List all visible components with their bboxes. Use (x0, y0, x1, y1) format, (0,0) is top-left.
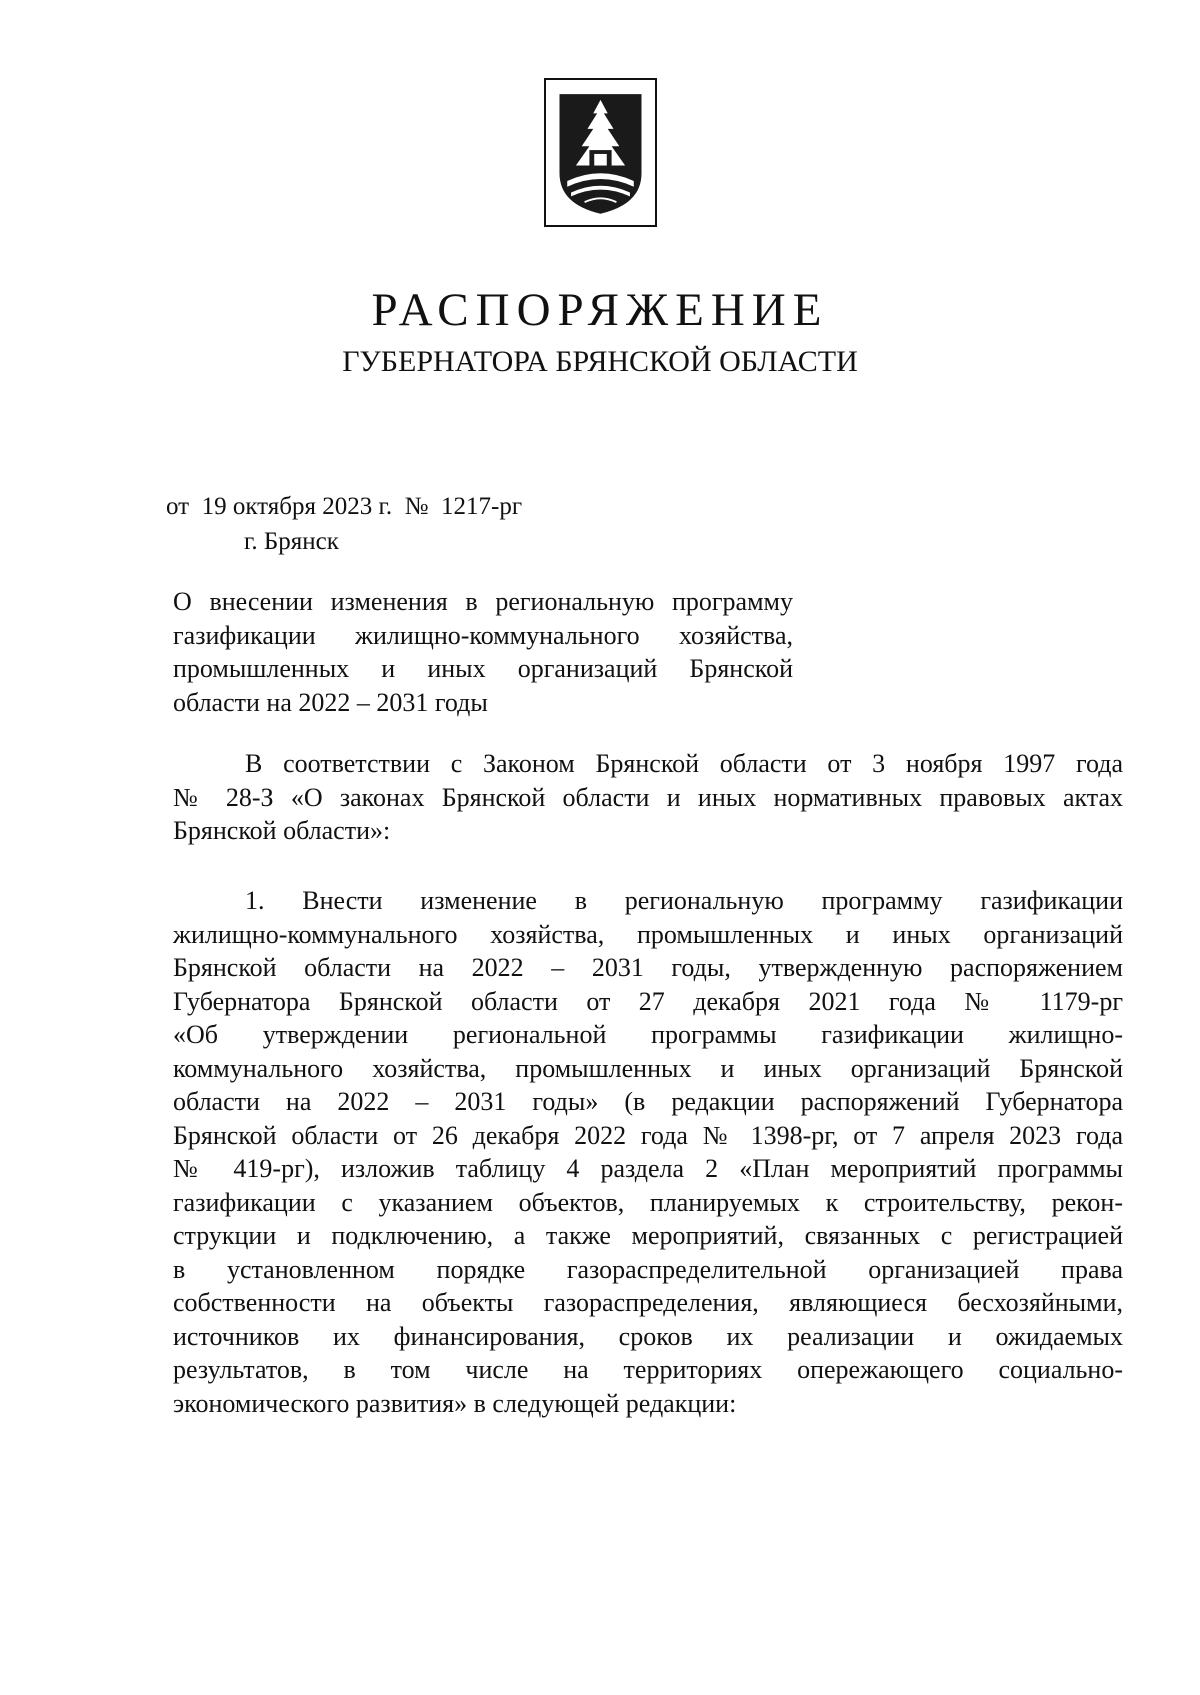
clause-line: в установленном порядке газораспределительной организацией права (173, 1254, 1123, 1284)
document-city: г. Брянск (244, 528, 339, 555)
coat-of-arms-icon (546, 80, 655, 225)
coat-of-arms-emblem (544, 78, 657, 227)
clause-line: Брянской области от 26 декабря 2022 года № 1398-рг, от 7 апреля 2023 года (173, 1120, 1123, 1150)
clause-line: Брянской области на 2022 – 2031 годы, утвержденную распоряжением (173, 953, 1123, 982)
document-title: РАСПОРЯЖЕНИЕ (371, 284, 829, 336)
clause-line: собственности на объекты газораспределения, являющиеся бесхозяйными, (173, 1288, 1123, 1317)
document-clause-1 (173, 884, 1123, 1420)
subject-line: промышленных и иных организаций Брянской (173, 654, 793, 683)
subject-line: области на 2022 – 2031 годы (173, 687, 488, 717)
clause-line: области на 2022 – 2031 годы» (в редакции распоряжений Губернатора (173, 1087, 1123, 1116)
preamble-line: В соответствии с Законом Брянской области от 3 ноября 1997 года (245, 749, 1123, 778)
preamble-line: № 28-З «О законах Брянской области и иных нормативных правовых актах (173, 782, 1123, 812)
document-subtitle: ГУБЕРНАТОРА БРЯНСКОЙ ОБЛАСТИ (342, 345, 858, 378)
subject-line: О внесении изменения в региональную программу (173, 587, 793, 616)
document-preamble (173, 747, 1123, 848)
clause-line: коммунального хозяйства, промышленных и иных организаций Брянской (173, 1053, 1123, 1083)
document-subject (173, 585, 793, 719)
clause-line: 1. Внести изменение в региональную программу газификации (245, 886, 1123, 915)
clause-line: жилищно-коммунального хозяйства, промышленных и иных организаций (173, 919, 1123, 949)
clause-line: результатов, в том числе на территориях опережающего социально- (173, 1355, 1123, 1384)
clause-line: струкции и подключению, а также мероприятий, связанных с регистрацией (173, 1221, 1123, 1250)
subject-line: газификации жилищно-коммунального хозяйства, (173, 620, 793, 650)
clause-line: «Об утверждении региональной программы газификации жилищно- (173, 1020, 1123, 1049)
clause-line: Губернатора Брянской области от 27 декабря 2021 года № 1179-рг (173, 986, 1123, 1016)
clause-line: источников их финансирования, сроков их реализации и ожидаемых (173, 1321, 1123, 1351)
clause-line: газификации с указанием объектов, планируемых к строительству, рекон- (173, 1187, 1123, 1217)
clause-line: № 419-рг), изложив таблицу 4 раздела 2 «План мероприятий программы (173, 1154, 1123, 1183)
preamble-line: Брянской области»: (173, 816, 391, 845)
clause-line: экономического развития» в следующей редакции: (173, 1388, 737, 1418)
document-date-number: от 19 октября 2023 г. № 1217-рг (166, 493, 523, 520)
